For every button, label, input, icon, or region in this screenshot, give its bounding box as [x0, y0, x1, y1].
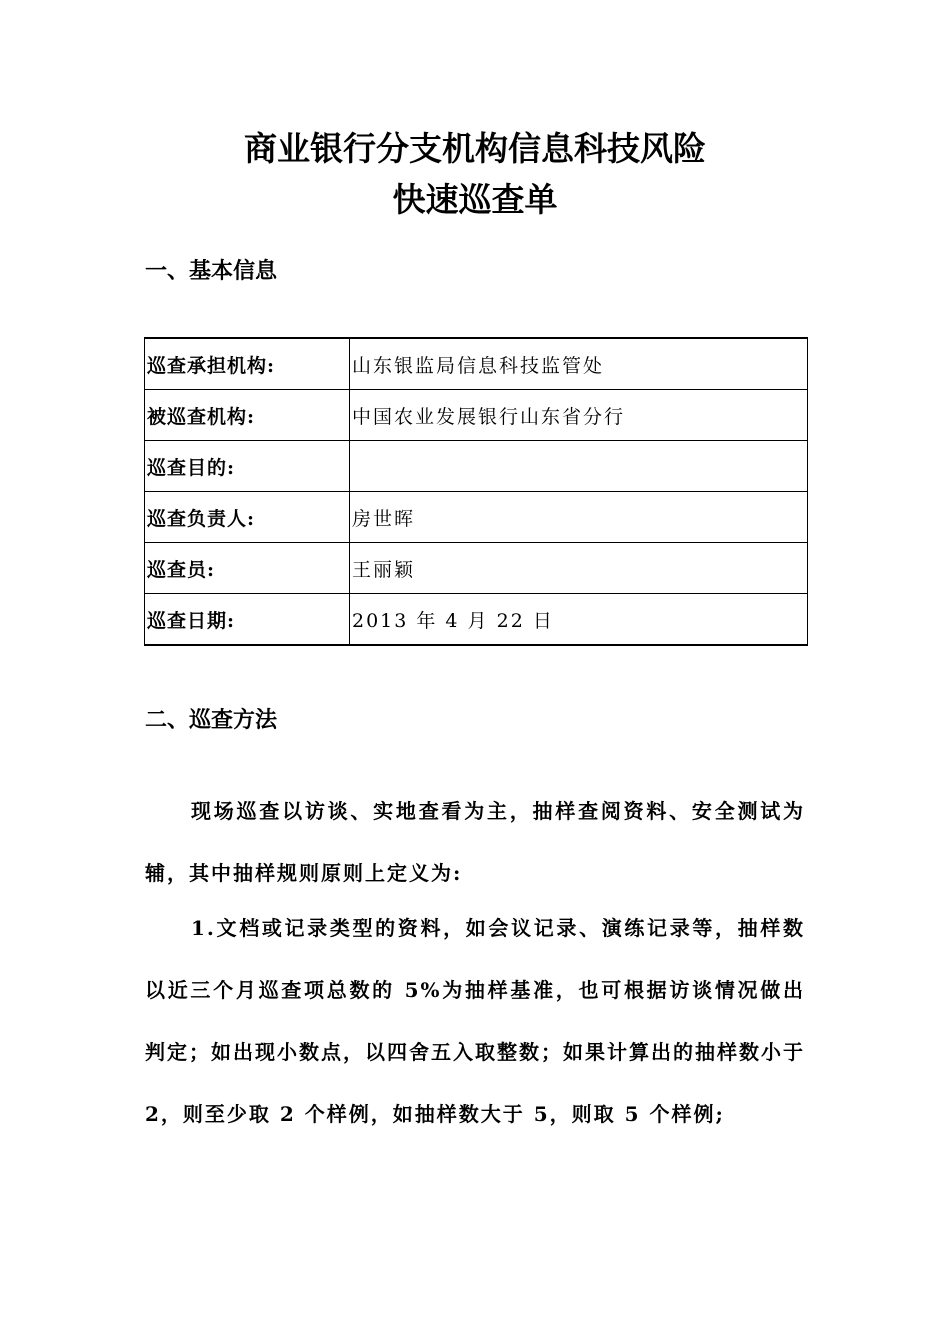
field-label: 巡查目的:: [145, 441, 350, 492]
field-label: 被巡查机构:: [145, 390, 350, 441]
table-row: [145, 594, 808, 646]
field-label: 巡查承担机构:: [145, 338, 350, 390]
field-value: 山东银监局信息科技监管处: [350, 338, 808, 390]
document-title-line-2: 快速巡查单: [392, 180, 558, 219]
field-label: 巡查负责人:: [145, 492, 350, 543]
field-label: 巡查日期:: [145, 594, 350, 646]
section-heading-inspection-method: 二、巡查方法: [145, 708, 278, 733]
section-heading-basic-info: 一、基本信息: [145, 259, 278, 284]
method-paragraph-rule-1: 1.文档或记录类型的资料，如会议记录、演练记录等，抽样数以近三个月巡查项总数的 5%为抽样基准，也可根据访谈情况做出判定；如出现小数点，以四舍五入取整数；如果计算出的抽样数小于 2，则至少取 2 个样例，如抽样数大于 5，则取 5 个样例;: [145, 916, 805, 1126]
table-row: [145, 543, 808, 594]
field-label: 巡查员:: [145, 543, 350, 594]
field-value: 王丽颖: [350, 543, 808, 594]
table-row: [145, 338, 808, 390]
field-value: 房世晖: [350, 492, 808, 543]
field-value: 2013 年 4 月 22 日: [350, 594, 808, 646]
field-value: 中国农业发展银行山东省分行: [350, 390, 808, 441]
table-row: [145, 390, 808, 441]
basic-info-table: [144, 337, 808, 646]
table-row: [145, 492, 808, 543]
table-row: [145, 441, 808, 492]
document-title-line-1: 商业银行分支机构信息科技风险: [244, 129, 706, 168]
method-paragraph-intro: 现场巡查以访谈、实地查看为主，抽样查阅资料、安全测试为辅，其中抽样规则原则上定义为:: [145, 799, 805, 885]
field-value: [350, 441, 808, 492]
